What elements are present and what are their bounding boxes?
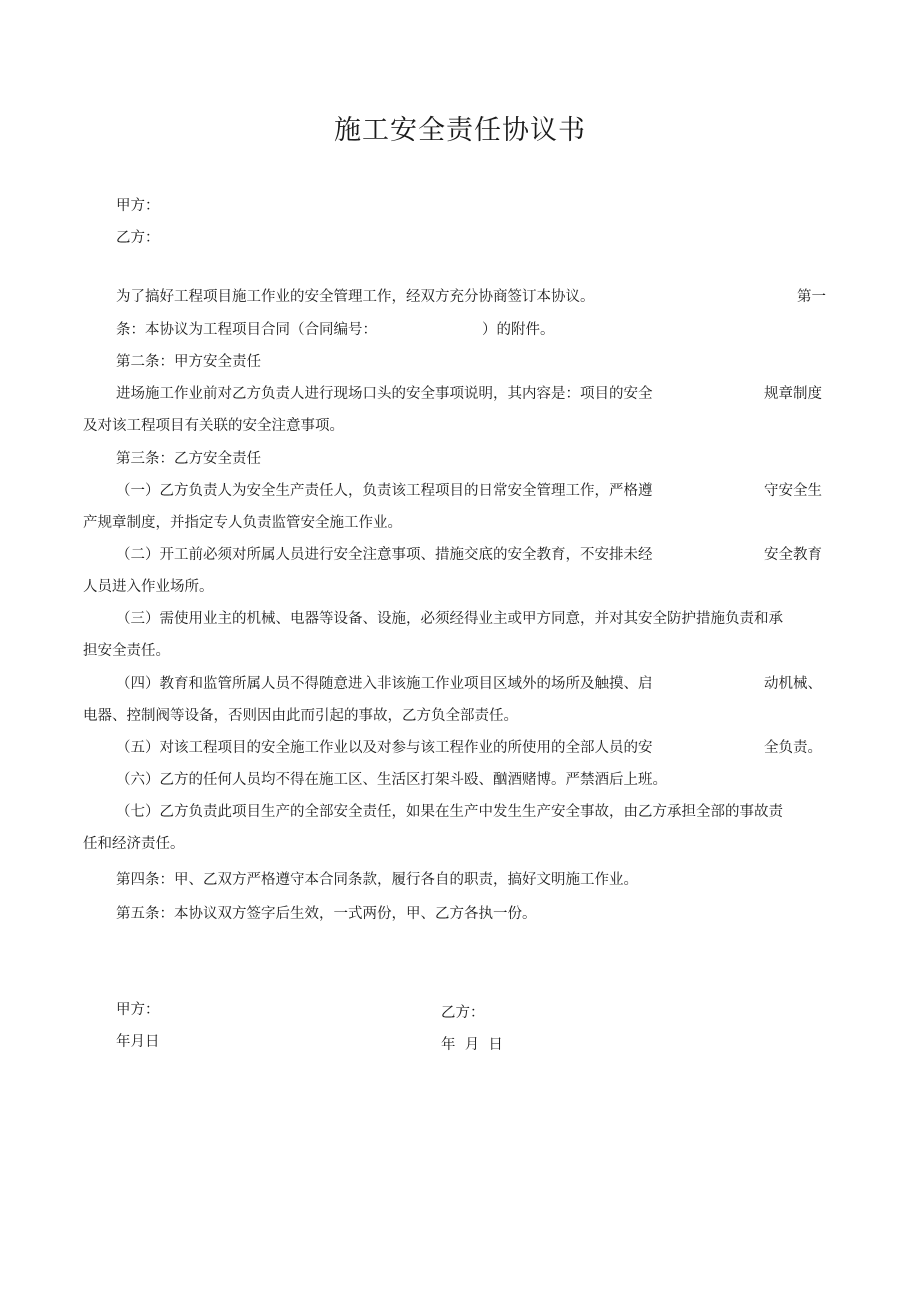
article1-heading: 第一 [797, 289, 826, 305]
article2-text-end: 规章制度 [764, 386, 822, 402]
article3-item6: （六）乙方的任何人员均不得在施工区、生活区打架斗殴、酗酒赌博。严禁酒后上班。 [116, 772, 667, 788]
article3-item7: （七）乙方负责此项目生产的全部安全责任，如果在生产中发生生产安全事故，由乙方承担全部的事故责 [116, 804, 783, 820]
article5-text: 第五条：本协议双方签字后生效，一式两份，甲、乙方各执一份。 [116, 906, 537, 922]
party-a-label: 甲方： [116, 198, 160, 214]
article2-text-cont: 及对该工程项目有关联的安全注意事项。 [83, 418, 344, 434]
signature-date-a: 年月日 [116, 1034, 160, 1050]
article3-item4: （四）教育和监管所属人员不得随意进入非该施工作业项目区域外的场所及触摸、启 [116, 676, 653, 692]
article3-item5-end: 全负责。 [764, 740, 822, 756]
signature-party-a: 甲方： [116, 1002, 160, 1018]
article2-title: 第二条：甲方安全责任 [116, 354, 261, 370]
document-title: 施工安全责任协议书 [334, 115, 586, 146]
intro-paragraph: 为了搞好工程项目施工作业的安全管理工作，经双方充分协商签订本协议。 [116, 289, 595, 305]
article3-title: 第三条：乙方安全责任 [116, 451, 261, 467]
signature-date-b: 年 月 日 [441, 1037, 503, 1053]
article3-item2-end: 安全教育 [764, 547, 822, 563]
article3-item1-cont: 产规章制度，并指定专人负责监管安全施工作业。 [83, 515, 402, 531]
signature-party-b: 乙方： [441, 1005, 485, 1021]
article4-text: 第四条：甲、乙双方严格遵守本合同条款，履行各自的职责，搞好文明施工作业。 [116, 872, 638, 888]
article3-item2-cont: 人员进入作业场所。 [83, 579, 214, 595]
article1-text: 条：本协议为工程项目合同（合同编号： [116, 322, 377, 338]
article3-item2: （二）开工前必须对所属人员进行安全注意事项、措施交底的安全教育，不安排未经 [116, 547, 653, 563]
article3-item1-end: 守安全生 [764, 483, 822, 499]
article3-item4-cont: 电器、控制阀等设备，否则因由此而引起的事故，乙方负全部责任。 [83, 708, 518, 724]
article3-item3-cont: 担安全责任。 [83, 643, 170, 659]
article3-item4-end: 动机械、 [764, 676, 822, 692]
article3-item3: （三）需使用业主的机械、电器等设备、设施，必须经得业主或甲方同意，并对其安全防护措施负责和承 [116, 611, 783, 627]
article3-item7-cont: 任和经济责任。 [83, 836, 185, 852]
article3-item5: （五）对该工程项目的安全施工作业以及对参与该工程作业的所使用的全部人员的安 [116, 740, 653, 756]
article3-item1: （一）乙方负责人为安全生产责任人，负责该工程项目的日常安全管理工作，严格遵 [116, 483, 653, 499]
article1-text-tail: ）的附件。 [482, 322, 555, 338]
party-b-label: 乙方： [116, 230, 160, 246]
article2-text: 进场施工作业前对乙方负责人进行现场口头的安全事项说明，其内容是：项目的安全 [116, 386, 653, 402]
